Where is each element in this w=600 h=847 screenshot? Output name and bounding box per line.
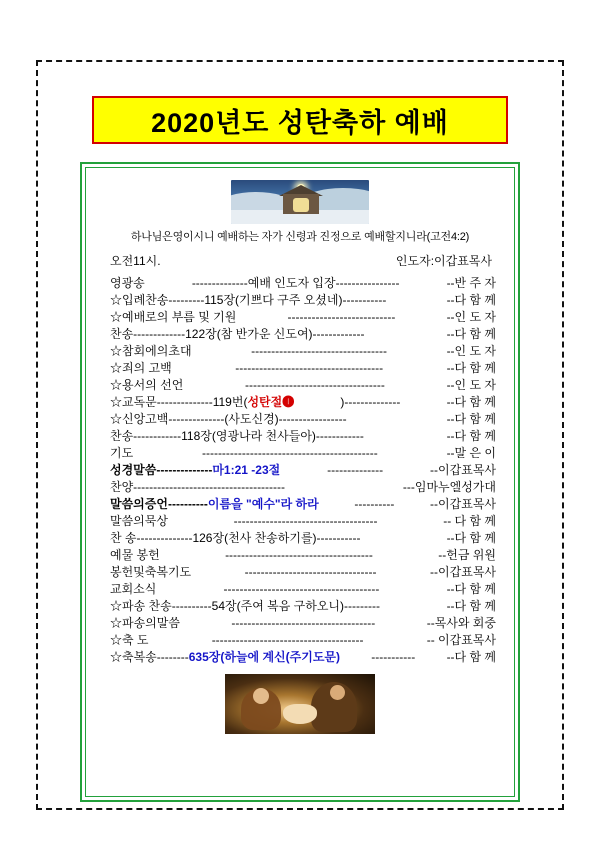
order-line: [110, 275, 496, 292]
order-line-label: 찬양--------------------------------------: [110, 480, 286, 494]
order-line: [110, 428, 496, 445]
order-line-label: 봉헌및축복기도: [110, 565, 192, 579]
order-line-leader: --------------예배 인도자 입장----------------: [191, 276, 400, 290]
order-line-participant: --인 도 자: [446, 378, 496, 392]
order-line: [110, 343, 496, 360]
order-line-participant: --다 함 께: [446, 412, 496, 426]
order-line-label: 찬 송--------------126장(천사 찬송하기를)-----------: [110, 531, 361, 545]
order-line-highlight: 이름을 "예수"라 하라: [207, 497, 319, 511]
page-title: 2020년도 성탄축하 예배: [151, 107, 449, 138]
order-line-leader: --------------------------------------: [211, 633, 364, 647]
order-line-label: ☆용서의 선언: [110, 378, 184, 392]
content-frame-inner: [85, 167, 515, 797]
order-line: [110, 445, 496, 462]
order-line-participant: --말 은 이: [446, 446, 496, 460]
order-line-label: ☆파송의말씀: [110, 616, 180, 630]
order-line-leader: -----------------------------------: [244, 378, 385, 392]
order-line-label: 말씀의묵상: [110, 514, 168, 528]
order-line-leader: ----------: [354, 497, 395, 511]
order-line: [110, 292, 496, 309]
order-line: [110, 547, 496, 564]
order-line-participant: --다 함 께: [446, 293, 496, 307]
order-line-leader: -------------------------------------: [235, 361, 384, 375]
order-line-participant: --인 도 자: [446, 344, 496, 358]
order-line: [110, 360, 496, 377]
order-line: [110, 615, 496, 632]
order-line-label: ☆죄의 고백: [110, 361, 172, 375]
order-line-highlight: 마1:21 -23절: [212, 463, 281, 477]
order-line-participant: -- 다 함 께: [443, 514, 496, 528]
order-line: [110, 411, 496, 428]
order-line-participant: --다 함 께: [446, 395, 496, 409]
order-line-label: 교회소식: [110, 582, 157, 596]
order-line: [110, 513, 496, 530]
order-line-label: ☆입례찬송---------115장(기쁘다 구주 오셨네)-----------: [110, 293, 387, 307]
order-line-label: 기도: [110, 446, 134, 460]
order-line-leader: ------------------------------------: [233, 514, 378, 528]
order-line-leader: ------------------------------------: [231, 616, 376, 630]
order-line: [110, 632, 496, 649]
order-line-label: ☆예배로의 부름 및 기원: [110, 310, 237, 324]
order-line: [110, 564, 496, 581]
service-leader: 인도자:이갑표목사: [395, 254, 492, 268]
order-line-leader: ---------------------------: [287, 310, 396, 324]
order-line-label: 찬송------------118장(영광나라 천사들아)------------: [110, 429, 364, 443]
order-line-label: 성경말씀--------------: [110, 463, 213, 477]
order-line: [110, 581, 496, 598]
order-line-participant: --이갑표목사: [430, 565, 496, 579]
order-line-label: 말씀의증언----------: [110, 497, 208, 511]
order-line-leader: ---------------------------------------: [223, 582, 380, 596]
order-of-worship-list: [100, 275, 500, 666]
order-line-leader: -----------: [371, 650, 416, 664]
order-line-participant: -- 이갑표목사: [426, 633, 496, 647]
order-line-participant: --이갑표목사: [430, 463, 496, 477]
order-line-leader: ---------------------------------: [244, 565, 377, 579]
order-line-leader: --------------: [327, 463, 384, 477]
order-line: [110, 326, 496, 343]
order-line-participant: --다 함 께: [446, 599, 496, 613]
order-line-label: ☆축 도: [110, 633, 149, 647]
order-line: [110, 394, 496, 411]
order-line-label: 영광송: [110, 276, 145, 290]
holy-family-photo: [225, 674, 375, 734]
order-line-label: ☆파송 찬송----------54장(주여 복음 구하오니)---------: [110, 599, 380, 613]
order-line-participant: --다 함 께: [446, 531, 496, 545]
order-line-label: ☆축복송--------: [110, 650, 189, 664]
order-line-label: 예물 봉헌: [110, 548, 160, 562]
service-info-row: [100, 252, 500, 269]
order-line-leader: --------------------------------------------: [201, 446, 378, 460]
service-time: 오전11시.: [110, 254, 161, 268]
content-frame-outer: [80, 162, 520, 802]
scripture-verse: 하나님은영이시니 예배하는 자가 신령과 진정으로 예배할지니라(고전4:2): [130, 231, 470, 243]
order-line-participant: --인 도 자: [446, 310, 496, 324]
order-line: [110, 309, 496, 326]
order-line: [110, 479, 496, 496]
order-line-participant: --반 주 자: [446, 276, 496, 290]
order-line-leader: -------------------------------------: [225, 548, 373, 562]
order-line-participant: --다 함 께: [446, 361, 496, 375]
order-line-label: 찬송-------------122장(참 반가운 신도여)-------------: [110, 327, 365, 341]
order-line-participant: --다 함 께: [446, 327, 496, 341]
order-line-participant: --다 함 께: [446, 650, 496, 664]
order-line-label: ☆교독문--------------119번(: [110, 395, 248, 409]
order-line: [110, 377, 496, 394]
order-line-label: ☆신앙고백--------------(사도신경)-----------------: [110, 412, 347, 426]
order-line-participant: --이갑표목사: [430, 497, 496, 511]
order-line-leader: )--------------: [340, 395, 401, 409]
order-line: [110, 530, 496, 547]
nativity-scene-icon: [231, 180, 369, 224]
order-line-participant: --목사와 회중: [426, 616, 496, 630]
order-line: [110, 462, 496, 479]
order-line: [110, 496, 496, 513]
order-line-participant: ---임마누엘성가대: [402, 480, 496, 494]
order-line-participant: --다 함 께: [446, 582, 496, 596]
order-line-highlight: 635장(하늘에 계신(주기도문): [188, 650, 341, 664]
order-line-highlight: 성탄절❶: [247, 395, 295, 409]
title-banner: [92, 96, 508, 144]
order-line-leader: ----------------------------------: [251, 344, 387, 358]
order-line-label: ☆참회에의초대: [110, 344, 192, 358]
order-line-participant: --다 함 께: [446, 429, 496, 443]
order-line: [110, 649, 496, 666]
order-line-participant: --헌금 위원: [438, 548, 496, 562]
order-line: [110, 598, 496, 615]
